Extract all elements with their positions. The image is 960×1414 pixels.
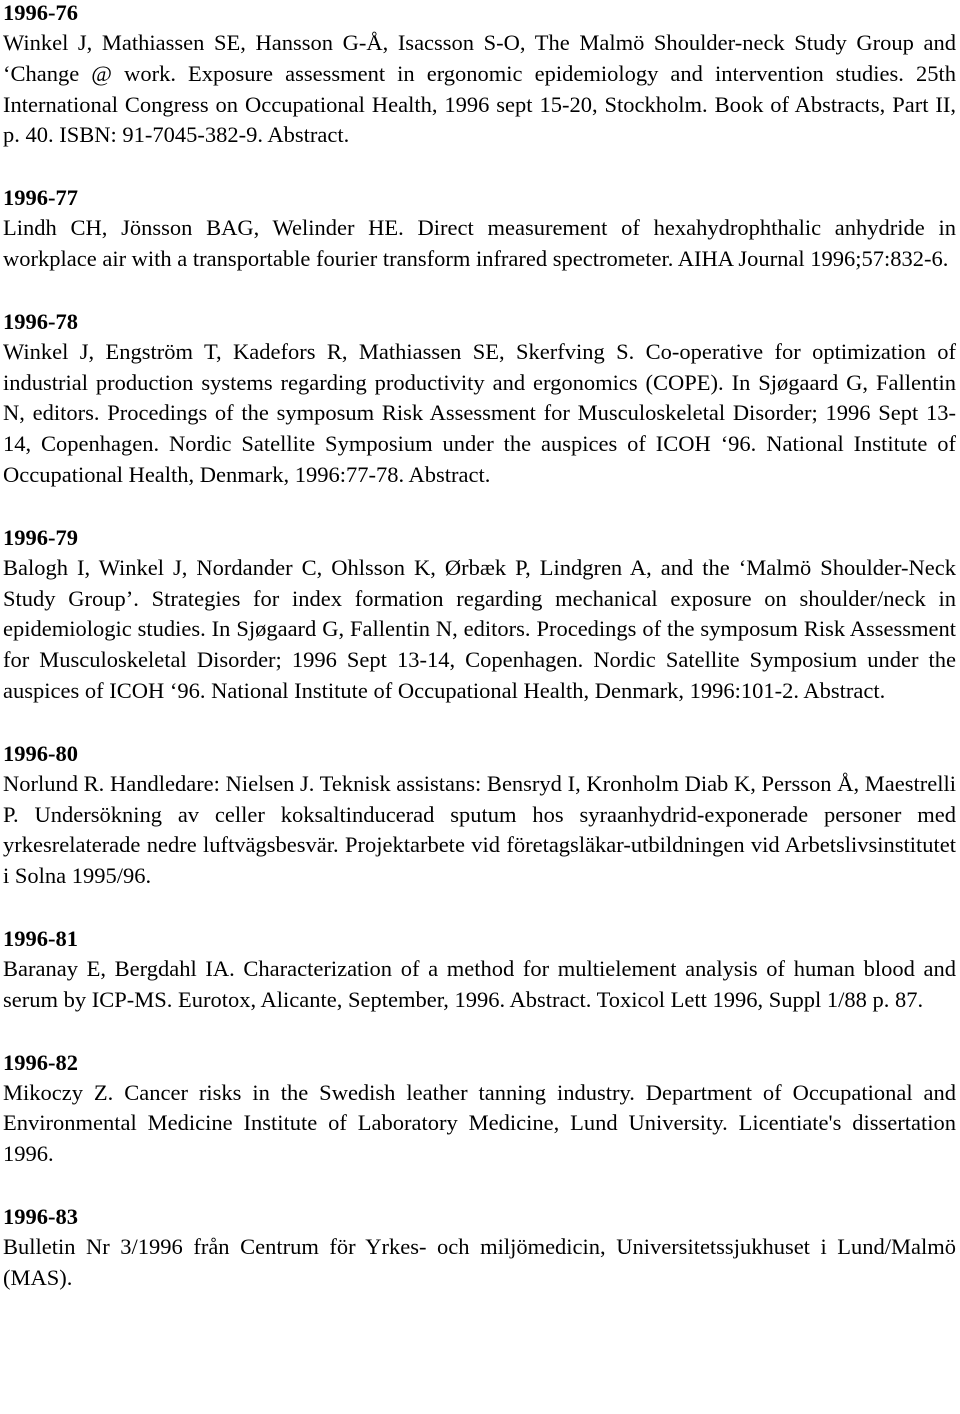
entry-number: 1996-81 [3, 925, 78, 951]
entry-citation: Bulletin Nr 3/1996 från Centrum för Yrkes- och miljömedicin, Universitetssjukhuset i Lund/Malmö (MAS). [3, 1233, 956, 1290]
publication-entry [3, 182, 956, 275]
entry-number: 1996-76 [3, 0, 78, 25]
publication-entry [3, 738, 956, 892]
entry-number: 1996-79 [3, 524, 78, 550]
entry-citation: Baranay E, Bergdahl IA. Characterization of a method for multielement analysis of human blood and serum by ICP-MS. Eurotox, Alicante, September, 1996. Abstract. Toxicol Lett 1996, Suppl 1/88 p. 87. [3, 955, 956, 1012]
publication-entry [3, 923, 956, 1016]
publication-list [3, 0, 956, 1325]
publication-entry [3, 306, 956, 491]
entry-citation: Lindh CH, Jönsson BAG, Welinder HE. Direct measurement of hexahydrophthalic anhydride in workplace air with a transportable fourier transform infrared spectrometer. AIHA Journal 1996;57:832-6. [3, 215, 956, 271]
entry-number: 1996-83 [3, 1203, 78, 1229]
entry-citation: Norlund R. Handledare: Nielsen J. Teknisk assistans: Bensryd I, Kronholm Diab K, Persson Å, Maestrelli P. Undersökning av celler koksaltinducerad sputum hos syraanhydrid-exponerade personer med yrkesrelaterade nedre luftvägsbesvär. Projektarbete vid företagsläkar-utbildningen vid Arbetslivsinstitutet i Solna 1995/96. [3, 770, 956, 889]
entry-number: 1996-78 [3, 308, 78, 334]
publication-entry [3, 1201, 956, 1294]
entry-citation: Balogh I, Winkel J, Nordander C, Ohlsson K, Ørbæk P, Lindgren A, and the ‘Malmö Shoulder-Neck Study Group’. Strategies for index formation regarding mechanical exposure on shoulder/neck in epidemiologic studies. In Sjøgaard G, Fallentin N, editors. Procedings of the symposum Risk Assessment for Musculoskeletal Disorder; 1996 Sept 13-14, Copenhagen. Nordic Satellite Symposium under the auspices of ICOH ‘96. National Institute of Occupational Health, Denmark, 1996:101-2. Abstract. [3, 554, 956, 703]
entry-number: 1996-80 [3, 740, 78, 766]
publication-entry [3, 0, 956, 151]
entry-citation: Winkel J, Mathiassen SE, Hansson G-Å, Isacsson S-O, The Malmö Shoulder-neck Study Group and ‘Change @ work. Exposure assessment in ergonomic epidemiology and intervention studies. 25th International Congress on Occupational Health, 1996 sept 15-20, Stockholm. Book of Abstracts, Part II, p. 40. ISBN: 91-7045-382-9. Abstract. [3, 30, 956, 148]
entry-citation: Mikoczy Z. Cancer risks in the Swedish leather tanning industry. Department of Occupational and Environmental Medicine Institute of Laboratory Medicine, Lund University. Licentiate's dissertation 1996. [3, 1079, 956, 1167]
entry-citation: Winkel J, Engström T, Kadefors R, Mathiassen SE, Skerfving S. Co-operative for optimization of industrial production systems regarding productivity and ergonomics (COPE). In Sjøgaard G, Fallentin N, editors. Procedings of the symposum Risk Assessment for Musculoskeletal Disorder; 1996 Sept 13-14, Copenhagen. Nordic Satellite Symposium under the auspices of ICOH ‘96. National Institute of Occupational Health, Denmark, 1996:77-78. Abstract. [3, 338, 956, 487]
publication-entry [3, 522, 956, 707]
entry-number: 1996-82 [3, 1049, 78, 1075]
entry-number: 1996-77 [3, 185, 78, 211]
publication-entry [3, 1047, 956, 1170]
